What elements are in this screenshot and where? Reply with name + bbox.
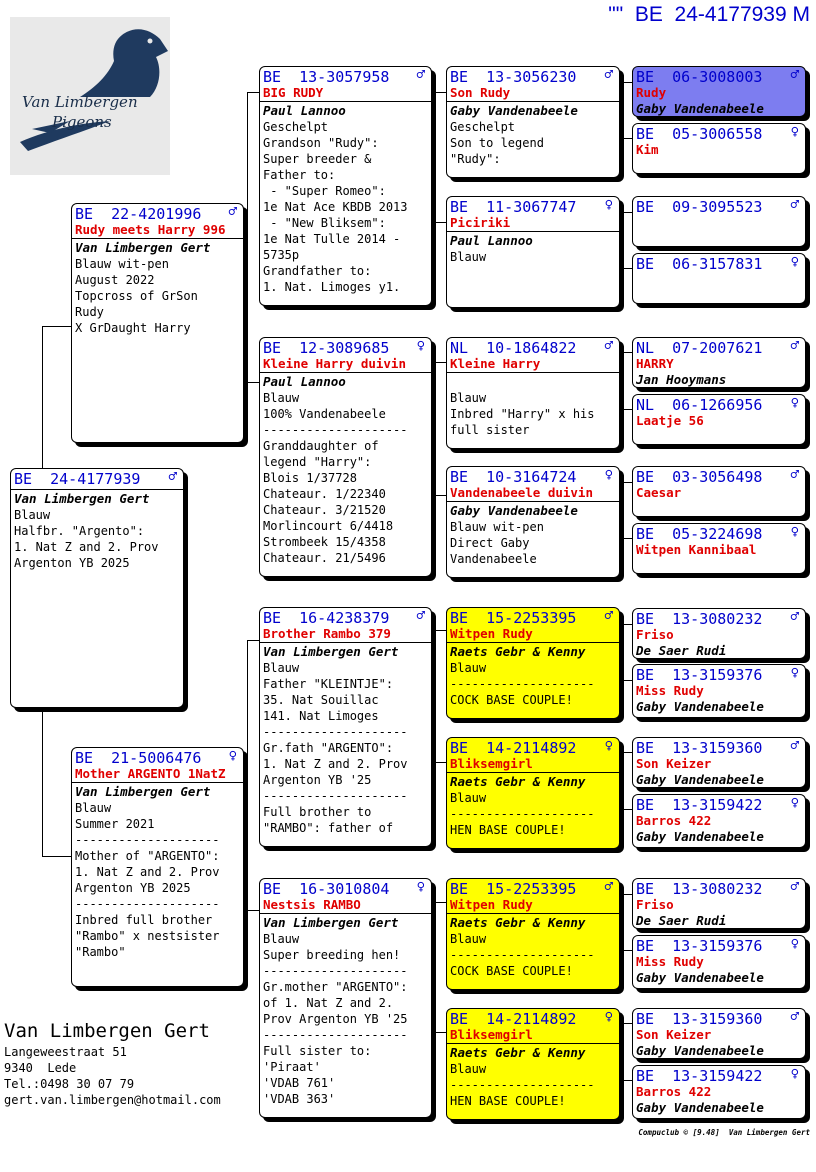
female-icon: ♀ (416, 338, 425, 354)
pigeon-name: Son Rudy (447, 86, 619, 102)
pigeon-notes: Blauw Inbred "Harry" x his full sister (450, 391, 595, 437)
connector-line (434, 92, 446, 93)
pigeon-notes: Blauw Summer 2021 -------------------- Mother of "ARGENTO": 1. Nat Z and 2. Prov Argenton YB 2025 -------------------- Inbred full brother "Rambo" x nestsister "Rambo" (75, 801, 220, 959)
breeder-name: Gaby Vandenabeele (636, 829, 764, 844)
connector-line (434, 222, 446, 223)
ring-number: BE 14-2114892 ♀ (450, 738, 613, 757)
breeder-name: Gaby Vandenabeele (450, 503, 578, 518)
pigeon-card-dsd[interactable] (446, 737, 620, 849)
breeder-name: Gaby Vandenabeele (636, 970, 764, 985)
breeder-name: Van Limbergen Gert (263, 644, 399, 659)
connector-line (622, 752, 623, 809)
connector-line (622, 82, 623, 138)
ring-number: BE 15-2253395 ♂ (450, 879, 613, 898)
pigeon-card-g12[interactable] (632, 794, 806, 848)
pigeon-name: Brother Rambo 379 (260, 627, 431, 643)
female-icon: ♀ (790, 1066, 799, 1082)
pigeon-name: Son Keizer (636, 1027, 712, 1042)
pigeon-name: Witpen Rudy (447, 898, 619, 914)
pigeon-card-g6[interactable] (632, 394, 806, 445)
ring-number: BE 21-5006476 ♀ (75, 748, 237, 767)
owner-email[interactable]: gert.van.limbergen@hotmail.com (4, 1093, 221, 1107)
pigeon-name: Mother ARGENTO 1NatZ (72, 767, 243, 783)
female-icon: ♀ (790, 936, 799, 952)
ring-number: BE 13-3159376 ♀ (636, 665, 799, 684)
breeder-name: Raets Gebr & Kenny (450, 1045, 586, 1060)
ring-number: BE 13-3159422 ♀ (636, 1066, 799, 1085)
connector-line (622, 212, 632, 213)
connector-line (434, 362, 435, 495)
connector-line (247, 910, 259, 911)
male-icon: ♂ (790, 1009, 799, 1025)
pigeon-card-sss[interactable] (446, 66, 620, 178)
owner-contact (4, 1020, 221, 1108)
ring-number: BE 13-3056230 ♂ (450, 67, 613, 86)
connector-line (42, 326, 71, 327)
pigeon-card-g15[interactable] (632, 1008, 806, 1059)
header-ring: BE 24-4177939 M (634, 3, 810, 26)
pigeon-name: Son Keizer (636, 756, 712, 771)
connector-line (434, 762, 446, 763)
pigeon-name: Witpen Rudy (447, 627, 619, 643)
ring-number: BE 13-3057958 ♂ (263, 67, 425, 86)
owner-street: Langeweestraat 51 (4, 1045, 127, 1059)
pigeon-card-dam-dam[interactable] (259, 878, 432, 1118)
connector-line (622, 268, 632, 269)
female-icon: ♀ (604, 197, 613, 213)
pigeon-card-g7[interactable] (632, 466, 806, 517)
male-icon: ♂ (604, 879, 613, 895)
breeder-name (633, 158, 805, 159)
breeder-name (633, 558, 805, 559)
logo-text-line1: Van Limbergen (22, 93, 138, 111)
connector-line (247, 382, 259, 383)
connector-line (622, 409, 632, 410)
pigeon-name: Witpen Kannibaal (636, 542, 757, 557)
pigeon-card-g8[interactable] (632, 523, 806, 574)
pigeon-notes: Geschelpt Grandson "Rudy": Super breeder & Father to: - "Super Romeo": 1e Nat Ace KBDB 2013 - "New Bliksem": 1e Nat Tulle 2014 - 5735p Grandfather to: 1. Nat. Limoges y1. (263, 120, 408, 294)
pigeon-name: Caesar (636, 485, 682, 500)
pigeon-name (11, 488, 183, 490)
connector-line (622, 482, 623, 538)
connector-line (622, 1080, 632, 1081)
pigeon-card-dds[interactable] (446, 878, 620, 990)
female-icon: ♀ (790, 124, 799, 140)
female-icon: ♀ (604, 1009, 613, 1025)
pigeon-card-sire-sire[interactable] (259, 66, 432, 306)
male-icon: ♂ (790, 467, 799, 483)
breeder-name: Gaby Vandenabeele (636, 772, 764, 787)
pigeon-name: Piciriki (447, 216, 619, 232)
pigeon-name: Bliksemgirl (447, 1028, 619, 1044)
female-icon: ♀ (416, 879, 425, 895)
breeder-name: Gaby Vandenabeele (636, 1100, 764, 1115)
connector-line (622, 894, 632, 895)
connector-line (434, 362, 446, 363)
breeder-name (447, 374, 619, 390)
pigeon-card-g11[interactable] (632, 737, 806, 788)
pigeon-card-g16[interactable] (632, 1065, 806, 1119)
pigeon-notes: Blauw Father "KLEINTJE": 35. Nat Souillac 141. Nat Limoges -------------------- Gr.fath "ARGENTO": 1. Nat Z and 2. Prov Argenton YB '25 -------------------- Full brother to "RAMBO": father of (263, 661, 408, 835)
footer-credit: Compuclub © [9.48] Van Limbergen Gert (638, 1128, 810, 1137)
connector-line (622, 1023, 632, 1024)
connector-line (622, 1023, 623, 1080)
ring-number: BE 05-3224698 ♀ (636, 524, 799, 543)
male-icon: ♂ (790, 338, 799, 354)
ring-number: BE 15-2253395 ♂ (450, 608, 613, 627)
ring-number: BE 13-3159422 ♀ (636, 795, 799, 814)
male-icon: ♂ (604, 608, 613, 624)
breeder-name (633, 429, 805, 430)
connector-line (622, 538, 632, 539)
connector-line (247, 640, 259, 641)
pigeon-name: Rudy meets Harry 996 (72, 223, 243, 239)
pigeon-name: Vandenabeele duivin (447, 486, 619, 502)
pigeon-card-ssd[interactable] (446, 196, 620, 308)
pigeon-notes: Blauw -------------------- COCK BASE COUPLE! (450, 661, 595, 707)
female-icon: ♀ (790, 254, 799, 270)
breeder-name (633, 217, 805, 218)
connector-line (622, 809, 632, 810)
pigeon-name: Kim (636, 142, 659, 157)
ring-number: BE 13-3159360 ♂ (636, 1009, 799, 1028)
ring-number: BE 16-4238379 ♂ (263, 608, 425, 627)
breeder-name: Paul Lannoo (263, 374, 346, 389)
pigeon-notes: Blauw Super breeding hen! -------------------- Gr.mother "ARGENTO": of 1. Nat Z and 2. Prov Argenton YB '25 -------------------- Full sister to: 'Piraat' 'VDAB 761' 'VDAB 363' (263, 932, 408, 1106)
ring-number: BE 09-3095523 ♂ (636, 197, 799, 216)
male-icon: ♂ (790, 67, 799, 83)
breeder-name: Gaby Vandenabeele (450, 103, 578, 118)
pigeon-card-dam-sire[interactable] (259, 607, 432, 847)
connector-line (247, 92, 248, 382)
breeder-name: De Saer Rudi (636, 643, 727, 658)
connector-line (622, 680, 632, 681)
connector-line (247, 92, 259, 93)
pigeon-notes: Blauw 100% Vandenabeele -------------------- Granddaughter of legend "Harry": Blois 1/37728 Chateaur. 1/22340 Chateaur. 3/21520 Morlincourt 6/4418 Strombeek 15/4358 Chateaur. 21/5496 (263, 391, 408, 565)
pigeon-card-g2[interactable] (632, 123, 806, 174)
pigeon-card-g1[interactable] (632, 66, 806, 117)
ring-number: BE 13-3080232 ♂ (636, 609, 799, 628)
male-icon: ♂ (416, 67, 425, 83)
pigeon-card-g5[interactable] (632, 337, 806, 388)
connector-line (622, 752, 632, 753)
ring-number: BE 16-3010804 ♀ (263, 879, 425, 898)
ring-number: BE 13-3159376 ♀ (636, 936, 799, 955)
ring-number: BE 22-4201996 ♂ (75, 204, 237, 223)
connector-line (622, 138, 632, 139)
male-icon: ♂ (168, 469, 177, 485)
female-icon: ♀ (604, 467, 613, 483)
pigeon-name: Kleine Harry (447, 357, 619, 373)
pigeon-notes: Blauw -------------------- HEN BASE COUPLE! (450, 1062, 595, 1108)
pigeon-name: HARRY (636, 356, 674, 371)
pigeon-name: Barros 422 (636, 813, 712, 828)
ring-number: NL 07-2007621 ♂ (636, 338, 799, 357)
connector-line (622, 82, 632, 83)
pigeon-card-sdd[interactable] (446, 466, 620, 578)
connector-line (434, 92, 435, 222)
pigeon-name: Nestsis RAMBO (260, 898, 431, 914)
male-icon: ♂ (790, 879, 799, 895)
connector-line (434, 902, 446, 903)
pigeon-notes: Blauw -------------------- COCK BASE COUPLE! (450, 932, 595, 978)
logo-text-line2: Pigeons (52, 113, 112, 131)
owner-phone: Tel.:0498 30 07 79 (4, 1077, 135, 1091)
pigeon-name: Friso (636, 627, 674, 642)
pigeon-name: Friso (636, 897, 674, 912)
ring-number: BE 05-3006558 ♀ (636, 124, 799, 143)
female-icon: ♀ (228, 748, 237, 764)
owner-name: Van Limbergen Gert (4, 1020, 210, 1042)
pigeon-card-dss[interactable] (446, 607, 620, 719)
connector-line (622, 624, 623, 680)
female-icon: ♀ (604, 738, 613, 754)
connector-line (622, 352, 632, 353)
female-icon: ♀ (790, 665, 799, 681)
male-icon: ♂ (790, 609, 799, 625)
ring-number: BE 13-3159360 ♂ (636, 738, 799, 757)
ring-number: BE 03-3056498 ♂ (636, 467, 799, 486)
breeder-name: Raets Gebr & Kenny (450, 915, 586, 930)
breeder-name: Van Limbergen Gert (75, 784, 211, 799)
ring-number: BE 06-3008003 ♂ (636, 67, 799, 86)
female-icon: ♀ (790, 795, 799, 811)
male-icon: ♂ (790, 197, 799, 213)
breeder-name: Van Limbergen Gert (263, 915, 399, 930)
connector-line (247, 640, 248, 910)
connector-line (622, 624, 632, 625)
female-icon: ♀ (790, 395, 799, 411)
pigeon-name: BIG RUDY (260, 86, 431, 102)
pedigree-header (608, 3, 810, 27)
pigeon-card-g13[interactable] (632, 878, 806, 929)
ring-number: BE 12-3089685 ♀ (263, 338, 425, 357)
ring-number: NL 06-1266956 ♀ (636, 395, 799, 414)
breeder-name: Jan Hooymans (636, 372, 727, 387)
male-icon: ♂ (604, 338, 613, 354)
connector-line (622, 894, 623, 950)
female-icon: ♀ (790, 524, 799, 540)
connector-line (434, 902, 435, 1032)
breeder-name (633, 501, 805, 502)
male-icon: ♂ (228, 204, 237, 220)
pigeon-notes: Blauw (450, 250, 487, 264)
connector-line (622, 352, 623, 409)
pigeon-name: Miss Rudy (636, 683, 704, 698)
ring-number: BE 14-2114892 ♀ (450, 1009, 613, 1028)
breeder-name: Gaby Vandenabeele (636, 101, 764, 116)
pigeon-notes: Blauw -------------------- HEN BASE COUPLE! (450, 791, 595, 837)
ring-number: BE 24-4177939 ♂ (14, 469, 177, 488)
breeder-name: Paul Lannoo (263, 103, 346, 118)
breeder-name: Van Limbergen Gert (14, 491, 150, 506)
connector-line (622, 212, 623, 268)
pigeon-name: Rudy (636, 85, 667, 100)
breeder-name: De Saer Rudi (636, 913, 727, 928)
pigeon-card-sds[interactable] (446, 337, 620, 449)
pigeon-notes: Geschelpt Son to legend "Rudy": (450, 120, 544, 166)
connector-line (622, 950, 632, 951)
male-icon: ♂ (604, 67, 613, 83)
breeder-name: Paul Lannoo (450, 233, 533, 248)
pigeon-notes: Blauw wit-pen Direct Gaby Vandenabeele (450, 520, 544, 566)
connector-line (434, 630, 435, 762)
pigeon-notes: Blauw wit-pen August 2022 Topcross of GrSon Rudy X GrDaught Harry (75, 257, 198, 335)
breeder-name (633, 274, 805, 275)
pigeon-card-g9[interactable] (632, 608, 806, 659)
connector-line (434, 1032, 446, 1033)
connector-line (622, 482, 632, 483)
pigeon-card-sire[interactable] (71, 203, 244, 443)
pigeon-notes: Blauw Halfbr. "Argento": 1. Nat Z and 2. Prov Argenton YB 2025 (14, 508, 159, 570)
ring-number: BE 10-3164724 ♀ (450, 467, 613, 486)
connector-line (42, 856, 71, 857)
connector-line (434, 630, 446, 631)
connector-line (42, 708, 43, 856)
pigeon-card-subject[interactable] (10, 468, 184, 708)
breeder-name: Van Limbergen Gert (75, 240, 211, 255)
pigeon-card-dam[interactable] (71, 747, 244, 987)
breeder-name: Raets Gebr & Kenny (450, 644, 586, 659)
ring-number: NL 10-1864822 ♂ (450, 338, 613, 357)
pigeon-card-g10[interactable] (632, 664, 806, 718)
ring-number: BE 11-3067747 ♀ (450, 197, 613, 216)
male-icon: ♂ (416, 608, 425, 624)
pigeon-card-g14[interactable] (632, 935, 806, 989)
ring-number: BE 06-3157831 ♀ (636, 254, 799, 273)
pigeon-name: Laatje 56 (636, 413, 704, 428)
male-icon: ♂ (790, 738, 799, 754)
pigeon-name: Miss Rudy (636, 954, 704, 969)
ring-number: BE 13-3080232 ♂ (636, 879, 799, 898)
pigeon-name: Kleine Harry duivin (260, 357, 431, 373)
connector-line (434, 495, 446, 496)
connector-line (42, 326, 43, 469)
header-quotes: "" (608, 3, 624, 26)
breeder-name: Raets Gebr & Kenny (450, 774, 586, 789)
breeder-name: Gaby Vandenabeele (636, 1043, 764, 1058)
pigeon-card-g3[interactable] (632, 196, 806, 247)
pigeon-card-sire-dam[interactable] (259, 337, 432, 577)
breeder-name: Gaby Vandenabeele (636, 699, 764, 714)
pigeon-card-g4[interactable] (632, 253, 806, 304)
pigeon-name: Barros 422 (636, 1084, 712, 1099)
pigeon-name: Bliksemgirl (447, 757, 619, 773)
owner-city: 9340 Lede (4, 1061, 77, 1075)
pigeon-card-ddd[interactable] (446, 1008, 620, 1120)
